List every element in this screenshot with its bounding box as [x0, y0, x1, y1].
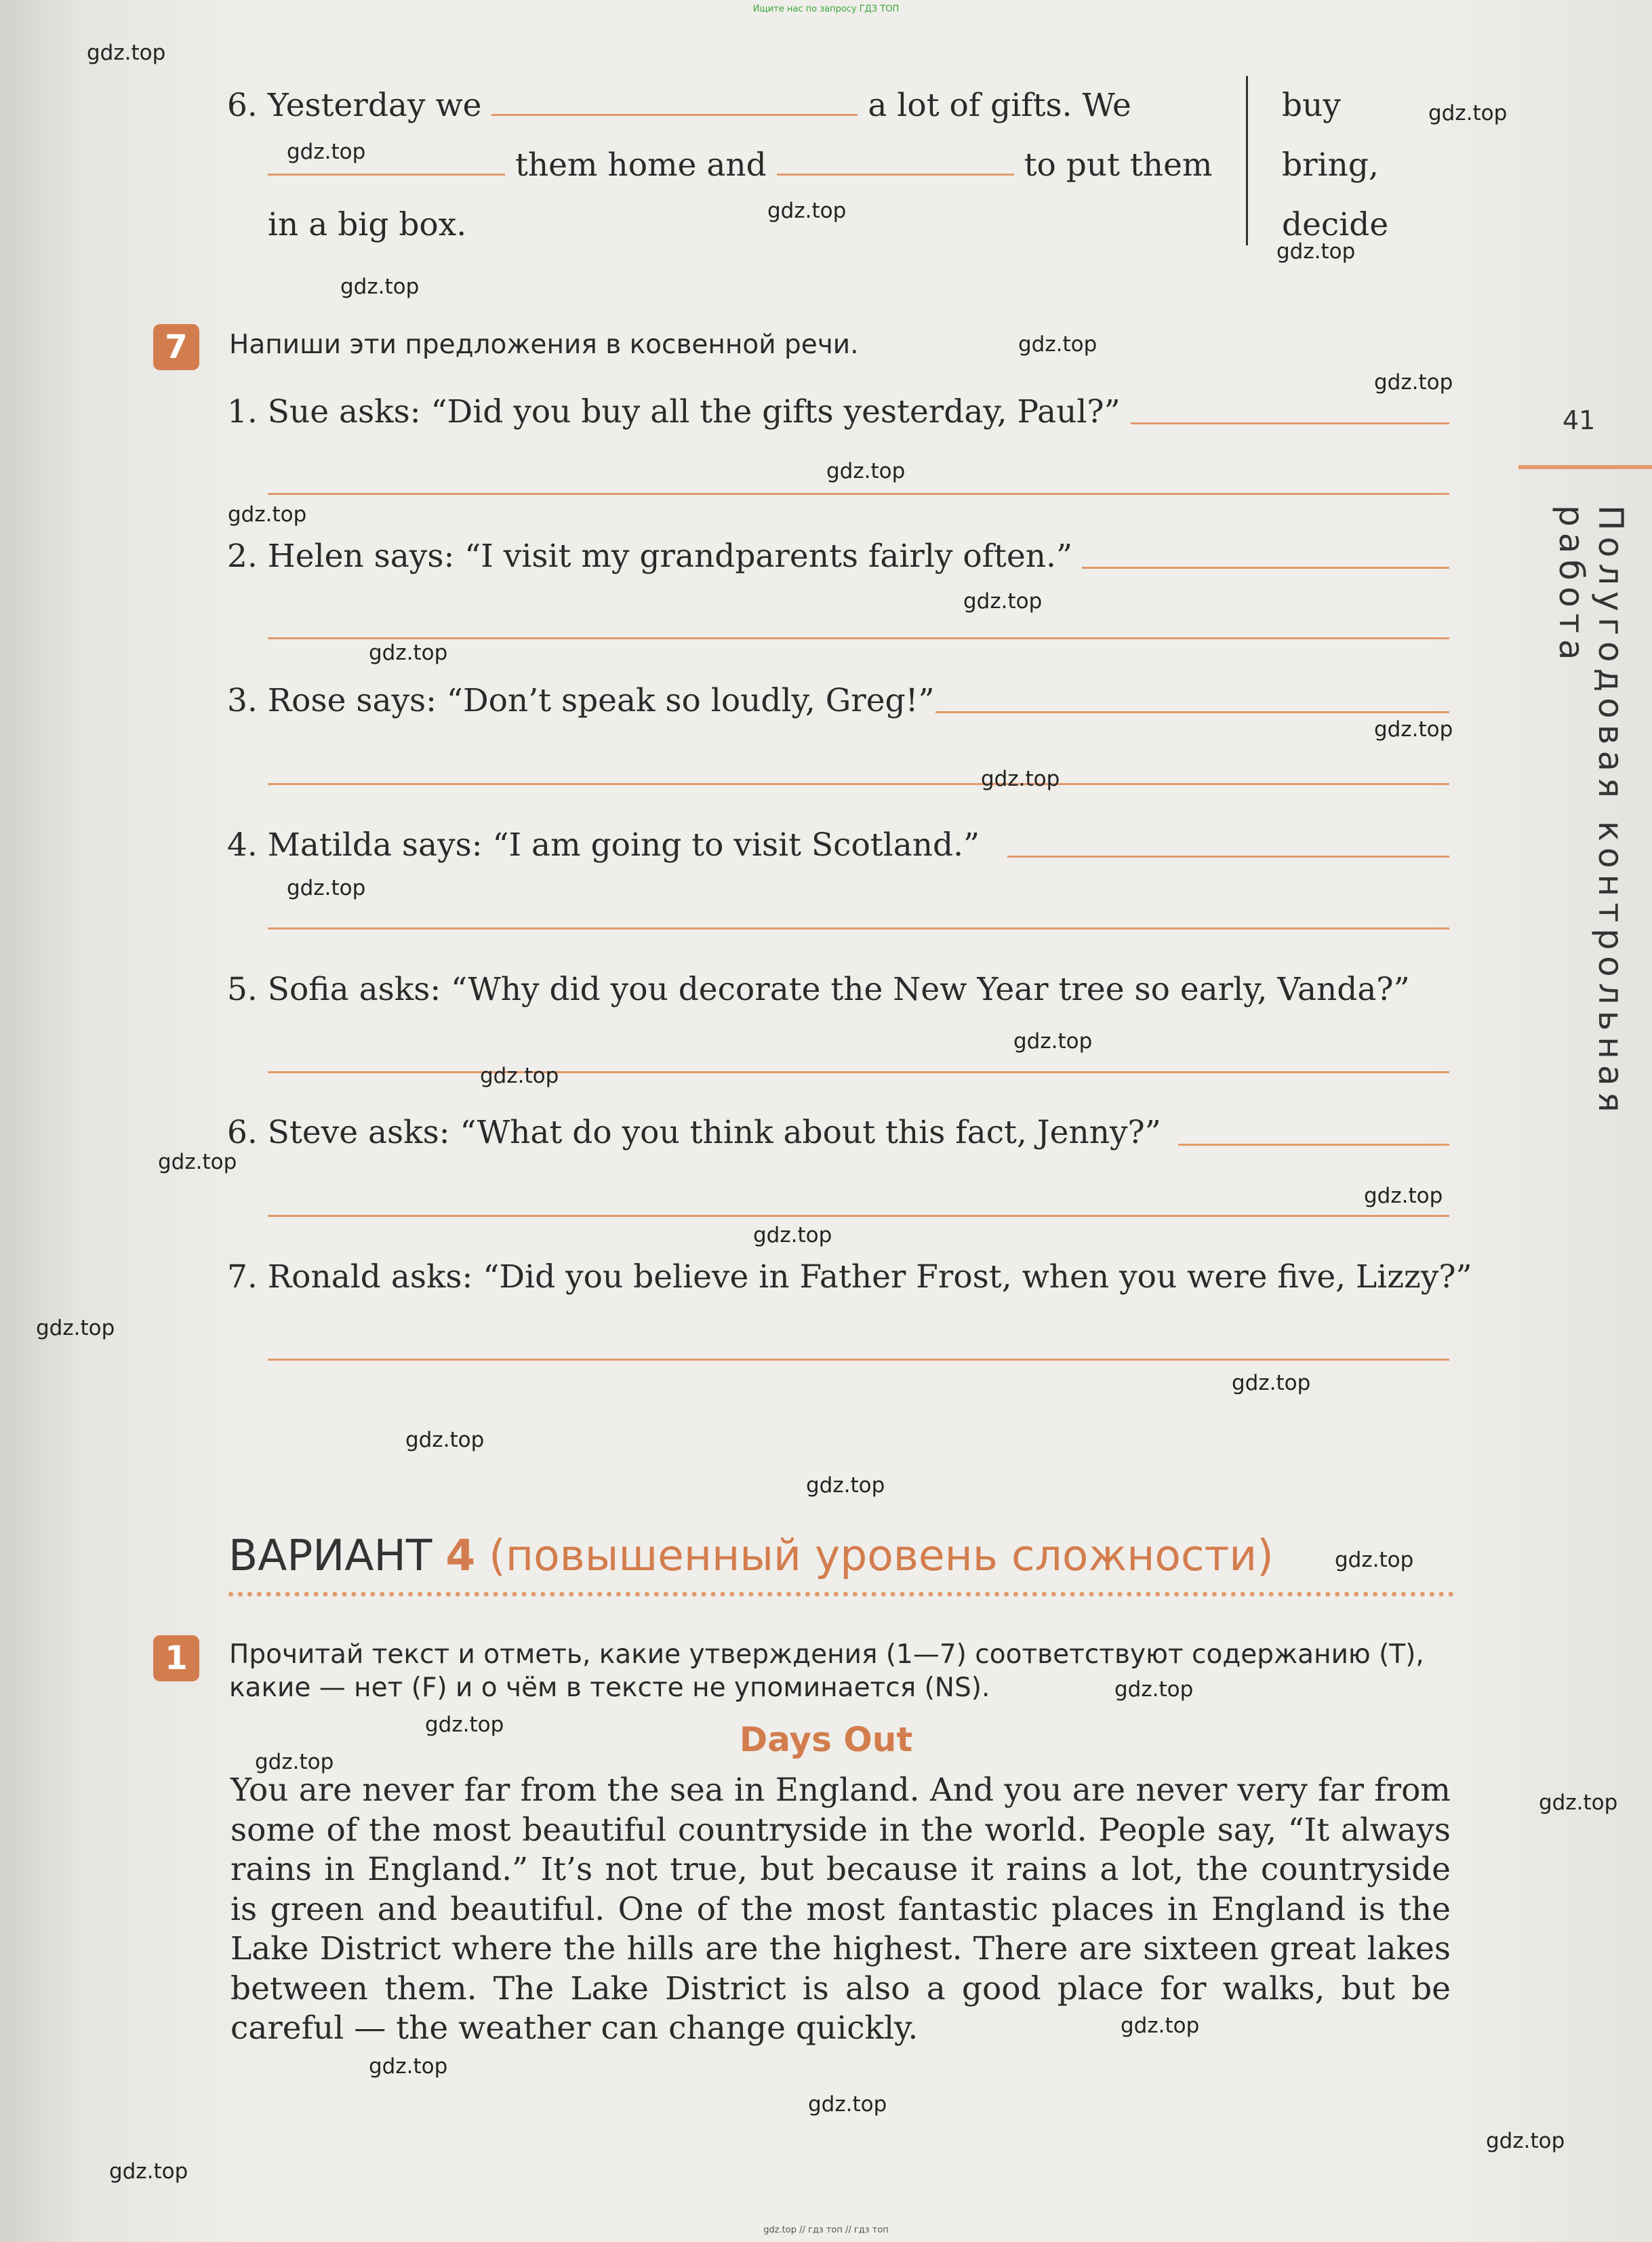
answer-line[interactable]	[268, 637, 1449, 639]
instruction-line: какие — нет (F) и о чём в тексте не упоминается (NS).	[229, 1673, 990, 1703]
watermark: gdz.top	[405, 1428, 485, 1452]
exercise7-item-3: 3. Rose says: “Don’t speak so loudly, Greg!”	[227, 682, 935, 719]
exercise1-instruction	[229, 1638, 1449, 1704]
section-side-title: Полугодовая контрольная работа	[1552, 505, 1630, 1119]
watermark: gdz.top	[1428, 101, 1508, 125]
answer-line[interactable]	[268, 1359, 1449, 1361]
exercise6-line-3	[227, 195, 1244, 255]
watermark: gdz.top	[158, 1150, 237, 1174]
answer-blank[interactable]	[491, 85, 858, 116]
answer-line[interactable]	[935, 711, 1449, 713]
watermark: gdz.top	[287, 140, 366, 164]
watermark: gdz.top	[228, 502, 307, 527]
watermark: gdz.top	[36, 1316, 115, 1340]
answer-line[interactable]	[268, 1071, 1449, 1073]
watermark: gdz.top	[767, 199, 847, 223]
watermark: gdz.top	[963, 589, 1043, 614]
exercise7-item-6: 6. Steve asks: “What do you think about this fact, Jenny?”	[227, 1114, 1161, 1151]
exercise7-item-2: 2. Helen says: “I visit my grandparents fairly often.”	[227, 538, 1072, 575]
answer-blank[interactable]	[777, 145, 1014, 176]
answer-line[interactable]	[268, 493, 1449, 495]
exercise6-line-2	[227, 136, 1244, 195]
watermark: gdz.top	[806, 1473, 885, 1498]
top-banner: Ищите нас по запросу ГДЗ ТОП	[752, 4, 900, 14]
word-option: bring,	[1282, 146, 1379, 184]
instruction-line: Прочитай текст и отметь, какие утверждения (1—7) соответствуют содержанию (T),	[229, 1639, 1424, 1670]
variant-subtitle: (повышенный уровень сложности)	[489, 1531, 1274, 1580]
bottom-banner: gdz.top // гдз топ // гдз топ	[763, 2225, 889, 2235]
watermark: gdz.top	[1539, 1790, 1618, 1815]
answer-line[interactable]	[1131, 422, 1449, 424]
watermark: gdz.top	[340, 275, 420, 299]
text-title: Days Out	[739, 1720, 913, 1759]
exercise6-text: a lot of gifts. We	[868, 87, 1131, 124]
exercise6-item	[227, 76, 1244, 255]
watermark: gdz.top	[753, 1223, 832, 1247]
watermark: gdz.top	[255, 1750, 334, 1774]
watermark: gdz.top	[826, 459, 906, 483]
watermark: gdz.top	[1232, 1371, 1311, 1395]
watermark: gdz.top	[1121, 2014, 1200, 2038]
watermark: gdz.top	[1335, 1548, 1414, 1572]
variant-label: ВАРИАНТ	[228, 1531, 432, 1580]
exercise6-word-list	[1246, 76, 1388, 245]
variant-number: 4	[445, 1531, 476, 1580]
watermark: gdz.top	[1013, 1029, 1093, 1054]
reading-passage: You are never far from the sea in England. And you are never very far from some of the most beautiful countryside in the world. People say, “It always rains in England.” It’s not true, but because it rains a lot, the countryside is green and beautiful. One of the most fantastic places in England is the Lake District where the hills are the highest. There are sixteen great lakes between them. The Lake District is also a good place for walks, but be careful — the weather can change quickly.	[230, 1771, 1451, 2047]
watermark: gdz.top	[981, 767, 1060, 791]
exercise7-item-7: 7. Ronald asks: “Did you believe in Father Frost, when you were five, Lizzy?”	[227, 1258, 1472, 1296]
watermark: gdz.top	[87, 41, 166, 65]
exercise7-item-5: 5. Sofia asks: “Why did you decorate the New Year tree so early, Vanda?”	[227, 971, 1410, 1008]
exercise6-text: in a big box.	[268, 206, 467, 243]
exercise6-text: them home and	[515, 146, 767, 184]
variant-heading	[228, 1531, 1274, 1580]
watermark: gdz.top	[1486, 2129, 1565, 2153]
exercise7-badge: 7	[153, 324, 199, 370]
answer-line[interactable]	[1082, 567, 1449, 569]
exercise1-badge: 1	[153, 1635, 199, 1681]
page-number: 41	[1563, 405, 1596, 435]
exercise6-number: 6.	[227, 87, 258, 124]
answer-line[interactable]	[268, 1215, 1449, 1217]
watermark: gdz.top	[1374, 370, 1453, 395]
watermark: gdz.top	[1374, 717, 1453, 742]
watermark: gdz.top	[808, 2092, 887, 2117]
exercise6-text: to put them	[1024, 146, 1213, 184]
watermark: gdz.top	[1114, 1677, 1194, 1702]
word-option: decide	[1282, 206, 1389, 243]
exercise6-line-1	[227, 76, 1244, 136]
exercise6-text: Yesterday we	[267, 87, 482, 124]
answer-line[interactable]	[268, 927, 1449, 929]
answer-line[interactable]	[268, 783, 1449, 785]
dotted-divider	[228, 1592, 1454, 1597]
watermark: gdz.top	[369, 641, 448, 665]
watermark: gdz.top	[1276, 239, 1356, 264]
watermark: gdz.top	[425, 1713, 504, 1737]
exercise7-instruction: Напиши эти предложения в косвенной речи.	[229, 329, 859, 360]
exercise7-item-1: 1. Sue asks: “Did you buy all the gifts yesterday, Paul?”	[227, 393, 1121, 431]
watermark: gdz.top	[480, 1064, 559, 1088]
watermark: gdz.top	[109, 2159, 188, 2184]
exercise7-item-4: 4. Matilda says: “I am going to visit Scotland.”	[227, 826, 980, 864]
word-option: buy	[1282, 87, 1341, 124]
answer-line[interactable]	[1007, 856, 1449, 858]
side-accent-bar	[1518, 465, 1652, 469]
watermark: gdz.top	[369, 2054, 448, 2079]
watermark: gdz.top	[1364, 1184, 1443, 1208]
answer-line[interactable]	[1178, 1144, 1449, 1146]
watermark: gdz.top	[1018, 332, 1097, 357]
watermark: gdz.top	[287, 876, 366, 900]
